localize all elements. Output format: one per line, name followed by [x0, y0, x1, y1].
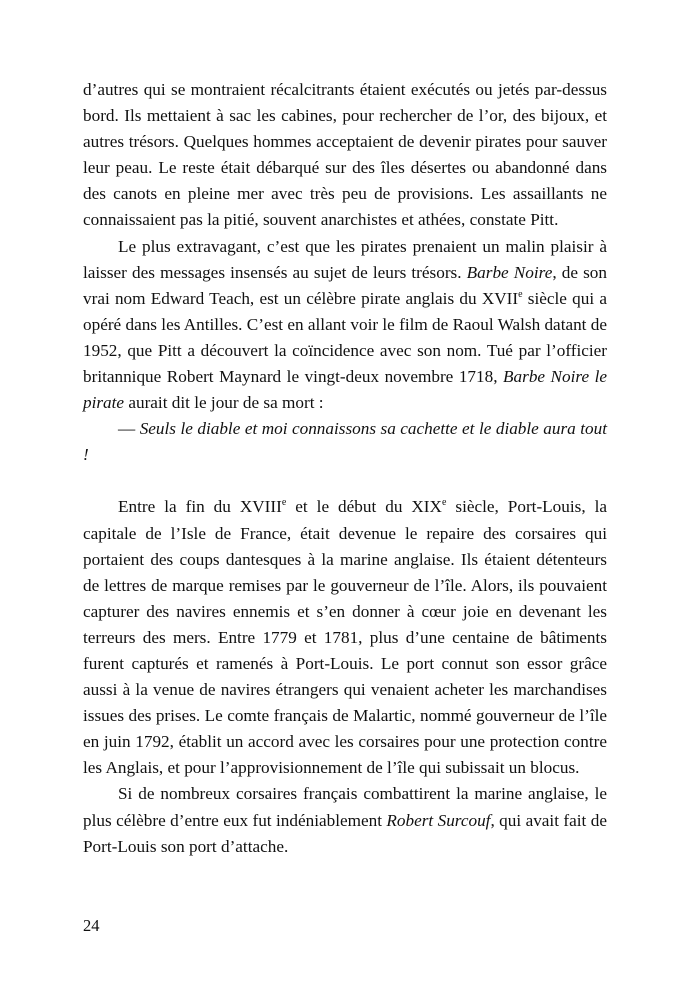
page-body: [83, 77, 607, 860]
paragraph-2: [83, 234, 607, 417]
text-segment: Le plus extravagant, c’est que les pirates prenaient un malin plaisir à laisser des messages insensés au sujet de leurs trésors.: [83, 236, 607, 282]
italic-name-robert-surcouf: Robert Surcouf: [386, 810, 491, 830]
quote-text: Seuls le diable et moi connaissons sa cachette et le diable aura tout !: [83, 419, 608, 465]
text-segment: et le début du XIX: [286, 497, 442, 517]
paragraph-1: [83, 77, 607, 234]
text-segment: d’autres qui se montraient récalcitrants étaient exécutés ou jetés par-dessus bord. Ils mettaient à sac les cabines, pour rechercher de l’or, des bijoux, et autres trésors. Quelques hommes acceptaient de devenir pirates pour sauver leur peau. Le reste était débarqué sur des îles désertes ou abandonné dans des canots en pleine mer avec très peu de provisions. Les assaillants ne connaissaient pas la pitié, souvent anarchistes et athées, constate Pitt.: [83, 80, 607, 230]
superscript-e: e: [441, 497, 447, 509]
quote-dash: —: [118, 419, 140, 439]
paragraph-5: [83, 781, 607, 859]
text-segment: Entre la fin du XVIII: [118, 497, 282, 517]
quote-paragraph: [83, 416, 607, 468]
italic-title-barbe-noire: Barbe Noire: [466, 262, 553, 282]
text-segment: aurait dit le jour de sa mort :: [124, 393, 324, 413]
text-segment: , qui avait fait de Port-Louis son port d’attache.: [83, 810, 607, 856]
text-segment: Si de nombreux corsaires français combattirent la marine anglaise, le plus célèbre d’entre eux fut indéniablement: [83, 784, 607, 830]
page-number: 24: [83, 916, 100, 935]
text-segment: siècle, Port-Louis, la capitale de l’Isle de France, était devenue le repaire des corsaires qui portaient des coups dantesques à la marine anglaise. Ils étaient détenteurs de lettres de marque remises par le gouverneur de l’île. Alors, ils pouvaient capturer des navires ennemis et s’en donner à cœur joie en devenant les terreurs des mers. Entre 1779 et 1781, plus d’une centaine de bâtiments furent capturés et ramenés à Port-Louis. Le port connut son essor grâce aussi à la venue de navires étrangers qui venaient acheter les marchandises issues des prises. Le comte français de Malartic, nommé gouverneur de l’île en juin 1792, établit un accord avec les corsaires pour une protection contre les Anglais, et pour l’approvisionnement de l’île qui subissait un blocus.: [83, 497, 608, 778]
paragraph-4: [83, 494, 607, 781]
superscript-e: e: [518, 288, 523, 300]
text-segment: siècle qui a opéré dans les Antilles. C’est en allant voir le film de Raoul Walsh datant de 1952, que Pitt a découvert la coïncidence avec son nom. Tué par l’officier britannique Robert Maynard le vingt-deux novembre 1718,: [83, 288, 607, 387]
text-segment: , de son vrai nom Edward Teach, est un célèbre pirate anglais du XVII: [83, 262, 607, 308]
superscript-e: e: [281, 497, 287, 509]
italic-title-barbe-noire-le-pirate: Barbe Noire le pirate: [83, 367, 607, 413]
